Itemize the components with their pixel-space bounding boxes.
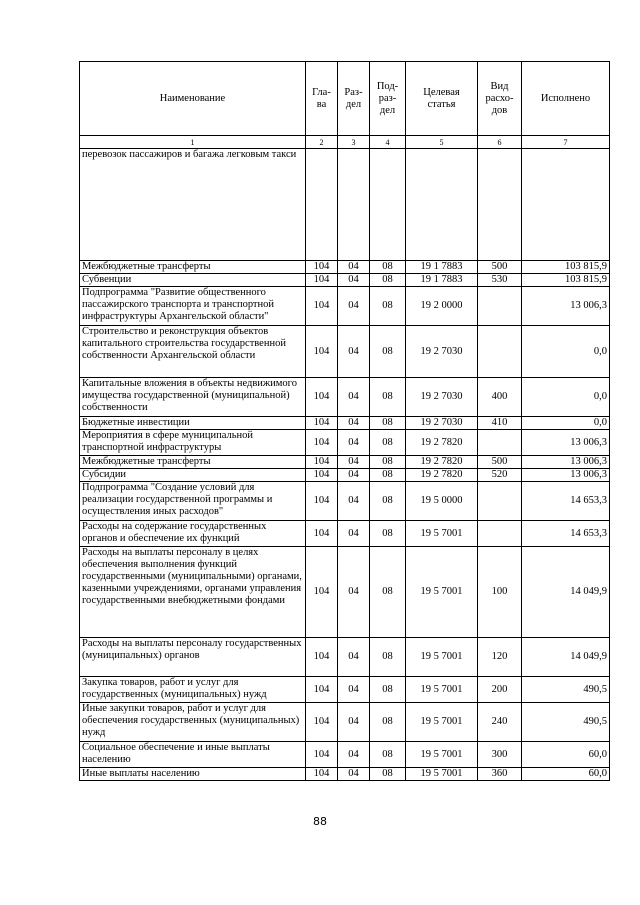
- row-subsection: 08: [370, 638, 406, 677]
- row-chapter: 104: [306, 768, 338, 781]
- row-chapter: 104: [306, 482, 338, 521]
- row-target-article: 19 5 7001: [406, 547, 478, 638]
- column-number: 2: [306, 136, 338, 149]
- row-chapter: [306, 149, 338, 261]
- row-target-article: 19 5 0000: [406, 482, 478, 521]
- table-row: [80, 456, 610, 469]
- row-subsection: 08: [370, 703, 406, 742]
- table-row: [80, 326, 610, 378]
- column-number-row: [80, 136, 610, 149]
- row-section: 04: [338, 703, 370, 742]
- table-row: [80, 149, 610, 261]
- row-name: Субсидии: [80, 469, 306, 482]
- table-row: [80, 521, 610, 547]
- row-expense-type: 240: [478, 703, 522, 742]
- row-subsection: 08: [370, 378, 406, 417]
- row-expense-type: [478, 326, 522, 378]
- row-expense-type: 500: [478, 456, 522, 469]
- row-name: Расходы на содержание государственных органов и обеспечение их функций: [80, 521, 306, 547]
- page-number: 88: [313, 815, 327, 828]
- row-executed: 14 653,3: [522, 521, 610, 547]
- row-target-article: 19 2 7030: [406, 378, 478, 417]
- row-name: Расходы на выплаты персоналу в целях обеспечения выполнения функций государственными (муниципальными) органами, казенными учреждениями, органами управления государственными внебюджетными фондами: [80, 547, 306, 638]
- row-chapter: 104: [306, 703, 338, 742]
- row-executed: [522, 149, 610, 261]
- row-section: 04: [338, 261, 370, 274]
- row-target-article: 19 2 7820: [406, 469, 478, 482]
- row-target-article: 19 2 0000: [406, 287, 478, 326]
- row-name: Субвенции: [80, 274, 306, 287]
- row-expense-type: 410: [478, 417, 522, 430]
- table-row: [80, 547, 610, 638]
- row-target-article: 19 5 7001: [406, 703, 478, 742]
- row-executed: 0,0: [522, 378, 610, 417]
- row-name: Подпрограмма "Развитие общественного пассажирского транспорта и транспортной инфраструктуры Архангельской области": [80, 287, 306, 326]
- row-executed: 103 815,9: [522, 274, 610, 287]
- header-name: Наименование: [80, 62, 306, 136]
- row-executed: 14 049,9: [522, 547, 610, 638]
- row-executed: 103 815,9: [522, 261, 610, 274]
- row-chapter: 104: [306, 274, 338, 287]
- row-target-article: 19 2 7820: [406, 456, 478, 469]
- row-section: 04: [338, 430, 370, 456]
- table-row: [80, 677, 610, 703]
- table-row: [80, 417, 610, 430]
- row-section: 04: [338, 287, 370, 326]
- row-expense-type: 530: [478, 274, 522, 287]
- row-subsection: 08: [370, 274, 406, 287]
- row-subsection: 08: [370, 547, 406, 638]
- row-subsection: 08: [370, 521, 406, 547]
- row-chapter: 104: [306, 638, 338, 677]
- row-subsection: 08: [370, 742, 406, 768]
- header-expense-type: Вид расхо- дов: [478, 62, 522, 136]
- row-target-article: 19 5 7001: [406, 521, 478, 547]
- row-target-article: [406, 149, 478, 261]
- row-expense-type: 400: [478, 378, 522, 417]
- header-chapter: Гла- ва: [306, 62, 338, 136]
- row-section: 04: [338, 469, 370, 482]
- column-number: 1: [80, 136, 306, 149]
- row-executed: 13 006,3: [522, 469, 610, 482]
- row-target-article: 19 5 7001: [406, 742, 478, 768]
- row-section: 04: [338, 378, 370, 417]
- table-row: [80, 469, 610, 482]
- row-subsection: 08: [370, 430, 406, 456]
- table-row: [80, 638, 610, 677]
- row-chapter: 104: [306, 430, 338, 456]
- table-row: [80, 261, 610, 274]
- row-target-article: 19 5 7001: [406, 677, 478, 703]
- row-target-article: 19 2 7030: [406, 417, 478, 430]
- header-executed: Исполнено: [522, 62, 610, 136]
- row-executed: 60,0: [522, 768, 610, 781]
- row-name: Капитальные вложения в объекты недвижимого имущества государственной (муниципальной) собственности: [80, 378, 306, 417]
- row-target-article: 19 5 7001: [406, 768, 478, 781]
- row-chapter: 104: [306, 261, 338, 274]
- row-section: 04: [338, 326, 370, 378]
- row-chapter: 104: [306, 742, 338, 768]
- row-expense-type: [478, 430, 522, 456]
- row-chapter: 104: [306, 326, 338, 378]
- table-row: [80, 430, 610, 456]
- row-section: [338, 149, 370, 261]
- row-name: Закупка товаров, работ и услуг для государственных (муниципальных) нужд: [80, 677, 306, 703]
- row-name: Иные закупки товаров, работ и услуг для обеспечения государственных (муниципальных) нужд: [80, 703, 306, 742]
- row-expense-type: [478, 287, 522, 326]
- row-subsection: 08: [370, 417, 406, 430]
- row-section: 04: [338, 742, 370, 768]
- row-subsection: 08: [370, 326, 406, 378]
- row-name: Подпрограмма "Создание условий для реализации государственной программы и осуществления иных расходов": [80, 482, 306, 521]
- row-name: Межбюджетные трансферты: [80, 456, 306, 469]
- row-subsection: 08: [370, 677, 406, 703]
- row-expense-type: 100: [478, 547, 522, 638]
- row-name: Бюджетные инвестиции: [80, 417, 306, 430]
- row-chapter: 104: [306, 378, 338, 417]
- row-target-article: 19 1 7883: [406, 261, 478, 274]
- row-target-article: 19 2 7030: [406, 326, 478, 378]
- row-target-article: 19 2 7820: [406, 430, 478, 456]
- row-expense-type: 300: [478, 742, 522, 768]
- row-subsection: 08: [370, 261, 406, 274]
- row-executed: 490,5: [522, 677, 610, 703]
- row-chapter: 104: [306, 521, 338, 547]
- row-subsection: [370, 149, 406, 261]
- row-expense-type: 120: [478, 638, 522, 677]
- row-executed: 60,0: [522, 742, 610, 768]
- row-executed: 13 006,3: [522, 287, 610, 326]
- row-section: 04: [338, 768, 370, 781]
- row-name: перевозок пассажиров и багажа легковым такси: [80, 149, 306, 261]
- table-row: [80, 482, 610, 521]
- column-number: 4: [370, 136, 406, 149]
- row-expense-type: [478, 149, 522, 261]
- row-executed: 490,5: [522, 703, 610, 742]
- row-expense-type: 360: [478, 768, 522, 781]
- row-target-article: 19 5 7001: [406, 638, 478, 677]
- row-name: Мероприятия в сфере муниципальной транспортной инфраструктуры: [80, 430, 306, 456]
- row-chapter: 104: [306, 456, 338, 469]
- table-row: [80, 742, 610, 768]
- row-subsection: 08: [370, 482, 406, 521]
- row-chapter: 104: [306, 417, 338, 430]
- row-expense-type: 200: [478, 677, 522, 703]
- row-executed: 0,0: [522, 417, 610, 430]
- row-chapter: 104: [306, 287, 338, 326]
- row-chapter: 104: [306, 677, 338, 703]
- row-section: 04: [338, 521, 370, 547]
- row-name: Социальное обеспечение и иные выплаты населению: [80, 742, 306, 768]
- row-executed: 14 653,3: [522, 482, 610, 521]
- column-number: 3: [338, 136, 370, 149]
- column-number: 6: [478, 136, 522, 149]
- row-chapter: 104: [306, 547, 338, 638]
- header-target-article: Целевая статья: [406, 62, 478, 136]
- row-section: 04: [338, 638, 370, 677]
- budget-table: [79, 61, 610, 781]
- column-number: 5: [406, 136, 478, 149]
- row-expense-type: [478, 482, 522, 521]
- row-subsection: 08: [370, 768, 406, 781]
- row-target-article: 19 1 7883: [406, 274, 478, 287]
- row-executed: 14 049,9: [522, 638, 610, 677]
- row-name: Расходы на выплаты персоналу государственных (муниципальных) органов: [80, 638, 306, 677]
- row-name: Межбюджетные трансферты: [80, 261, 306, 274]
- row-executed: 13 006,3: [522, 430, 610, 456]
- table-row: [80, 287, 610, 326]
- header-subsection: Под- раз- дел: [370, 62, 406, 136]
- table-row: [80, 274, 610, 287]
- row-subsection: 08: [370, 287, 406, 326]
- row-section: 04: [338, 417, 370, 430]
- row-section: 04: [338, 274, 370, 287]
- row-name: Иные выплаты населению: [80, 768, 306, 781]
- table-row: [80, 703, 610, 742]
- row-name: Строительство и реконструкция объектов капитального строительства государственной собственности Архангельской области: [80, 326, 306, 378]
- row-executed: 0,0: [522, 326, 610, 378]
- row-executed: 13 006,3: [522, 456, 610, 469]
- row-section: 04: [338, 456, 370, 469]
- header-section: Раз- дел: [338, 62, 370, 136]
- row-section: 04: [338, 547, 370, 638]
- table-row: [80, 378, 610, 417]
- row-chapter: 104: [306, 469, 338, 482]
- column-number: 7: [522, 136, 610, 149]
- row-section: 04: [338, 482, 370, 521]
- row-subsection: 08: [370, 456, 406, 469]
- row-expense-type: 500: [478, 261, 522, 274]
- row-expense-type: 520: [478, 469, 522, 482]
- row-subsection: 08: [370, 469, 406, 482]
- row-section: 04: [338, 677, 370, 703]
- row-expense-type: [478, 521, 522, 547]
- table-row: [80, 768, 610, 781]
- header-row: [80, 62, 610, 136]
